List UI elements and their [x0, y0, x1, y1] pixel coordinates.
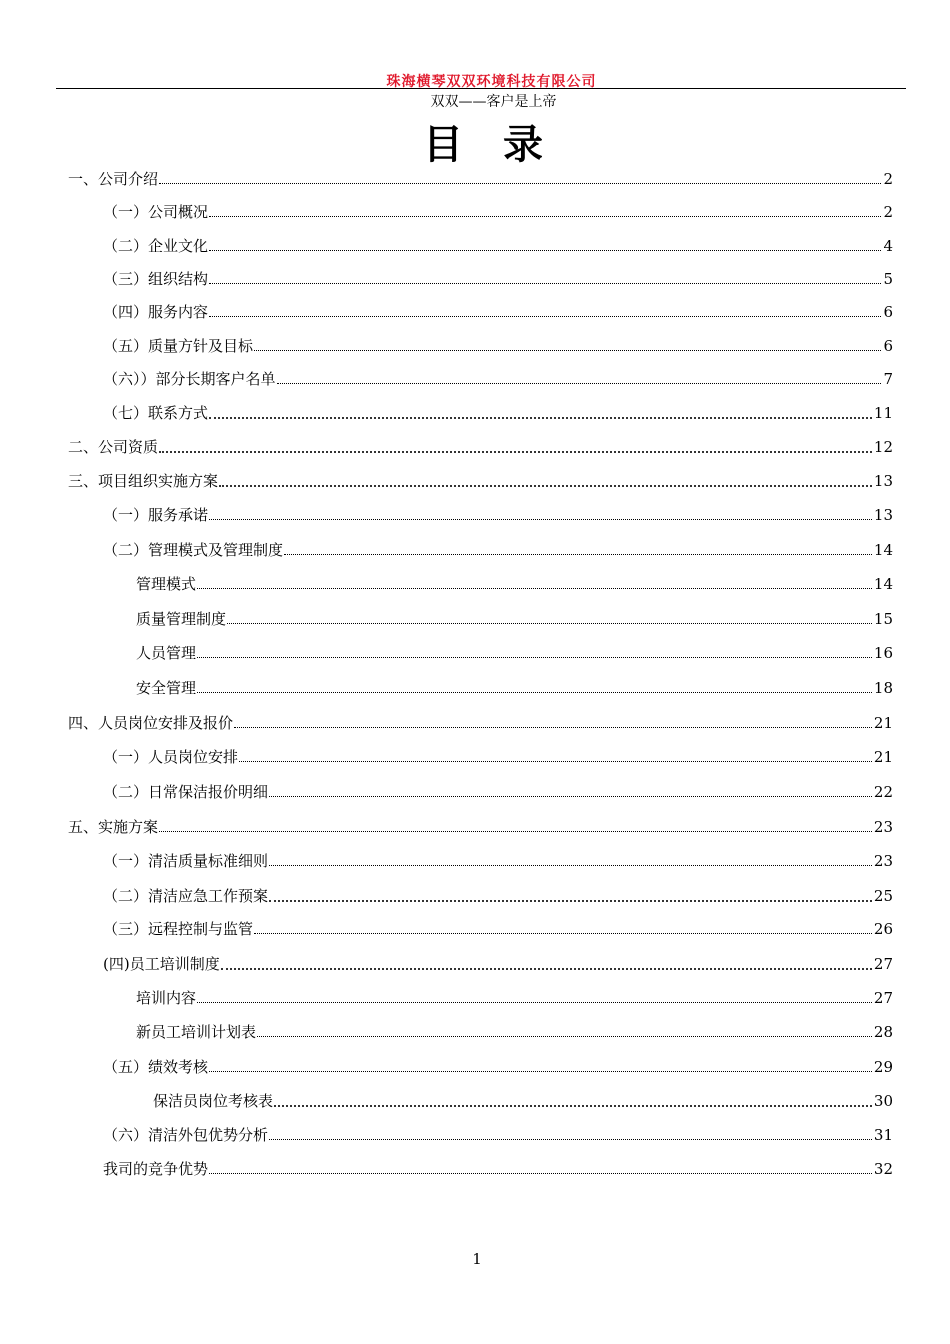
- toc-entry-label: 保洁员岗位考核表: [153, 1092, 274, 1110]
- toc-entry-label: （六））部分长期客户名单: [103, 370, 276, 388]
- toc-entry-page: 28: [873, 1023, 893, 1041]
- toc-entry-page: 31: [873, 1126, 893, 1144]
- toc-entry-label: 四、人员岗位安排及报价: [68, 714, 234, 732]
- toc-entry[interactable]: [103, 1157, 893, 1179]
- toc-entry-page: 5: [883, 270, 893, 288]
- page-number: 1: [472, 1250, 482, 1268]
- toc-entry-page: 6: [883, 303, 893, 321]
- slogan: 双双——客户是上帝: [430, 94, 557, 110]
- toc-entry[interactable]: [68, 711, 893, 733]
- toc-leader: [209, 315, 881, 317]
- toc-entry-page: 14: [873, 541, 893, 559]
- toc-entry-page: 30: [873, 1092, 893, 1110]
- toc-entry-label: （五）绩效考核: [103, 1058, 209, 1076]
- toc-leader: [254, 932, 872, 934]
- toc-entry-page: 21: [873, 748, 893, 766]
- toc-leader: [269, 864, 872, 866]
- toc-entry[interactable]: [103, 917, 893, 939]
- toc-entry-page: 7: [883, 370, 893, 388]
- toc-leader: [269, 1138, 872, 1140]
- toc-leader: [284, 553, 872, 555]
- toc-entry-page: 27: [873, 989, 893, 1007]
- toc-leader: [257, 1035, 872, 1037]
- toc-entry[interactable]: [103, 1055, 893, 1077]
- toc-entry-page: 2: [883, 170, 893, 188]
- toc-entry[interactable]: [136, 572, 893, 594]
- toc-entry[interactable]: [103, 952, 893, 974]
- toc-leader: [197, 587, 872, 589]
- toc-leader: [197, 691, 872, 693]
- toc-entry[interactable]: [153, 1089, 893, 1111]
- toc-entry[interactable]: [103, 200, 893, 222]
- toc-leader: [197, 1001, 872, 1003]
- toc-entry-page: 15: [873, 610, 893, 628]
- toc-entry[interactable]: [136, 607, 893, 629]
- toc-entry[interactable]: [103, 849, 893, 871]
- toc-entry[interactable]: [103, 334, 893, 356]
- toc-entry-label: （二）日常保洁报价明细: [103, 783, 269, 801]
- toc-entry-label: （四）服务内容: [103, 303, 209, 321]
- toc-leader: [209, 282, 881, 284]
- toc-entry-page: 26: [873, 920, 893, 938]
- toc-entry-page: 14: [873, 575, 893, 593]
- toc-entry-label: (四)员工培训制度: [103, 955, 220, 973]
- toc-entry-label: （六）清洁外包优势分析: [103, 1126, 269, 1144]
- toc-entry[interactable]: [103, 401, 893, 423]
- toc-leader: [209, 518, 872, 520]
- toc-entry-label: （一）人员岗位安排: [103, 748, 239, 766]
- toc-leader: [274, 1104, 872, 1107]
- toc-entry[interactable]: [103, 1123, 893, 1145]
- toc-entry[interactable]: [136, 641, 893, 663]
- toc-leader: [159, 450, 872, 453]
- toc-entry-label: 我司的竞争优势: [103, 1160, 209, 1178]
- toc-leader: [239, 760, 872, 762]
- toc-entry[interactable]: [136, 676, 893, 698]
- toc-entry-label: （一）服务承诺: [103, 506, 209, 524]
- toc-title: 目 录: [423, 122, 543, 168]
- toc-leader: [209, 1070, 872, 1072]
- toc-entry-page: 18: [873, 679, 893, 697]
- toc-entry-label: 新员工培训计划表: [136, 1023, 257, 1041]
- toc-entry-label: 质量管理制度: [136, 610, 227, 628]
- toc-entry-page: 13: [873, 472, 893, 490]
- toc-entry[interactable]: [103, 780, 893, 802]
- toc-entry-page: 4: [883, 237, 893, 255]
- toc-entry-label: （二）管理模式及管理制度: [103, 541, 284, 559]
- toc-entry-label: （七）联系方式: [103, 404, 209, 422]
- toc-entry-page: 23: [873, 852, 893, 870]
- toc-leader: [269, 795, 872, 797]
- toc-entry-page: 29: [873, 1058, 893, 1076]
- toc-entry[interactable]: [103, 300, 893, 322]
- toc-entry[interactable]: [68, 435, 893, 457]
- toc-entry-page: 2: [883, 203, 893, 221]
- toc-entry-label: 三、项目组织实施方案: [68, 472, 219, 490]
- toc-leader: [197, 656, 872, 658]
- toc-leader: [209, 215, 881, 217]
- toc-entry[interactable]: [103, 367, 893, 389]
- toc-leader: [209, 416, 872, 419]
- toc-entry-page: 6: [883, 337, 893, 355]
- toc-entry-label: 安全管理: [136, 679, 197, 697]
- toc-leader: [227, 622, 872, 624]
- toc-entry-label: （五）质量方针及目标: [103, 337, 254, 355]
- toc-entry[interactable]: [103, 267, 893, 289]
- toc-entry-label: 二、公司资质: [68, 438, 159, 456]
- toc-entry[interactable]: [68, 815, 893, 837]
- toc-entry[interactable]: [103, 538, 893, 560]
- toc-entry-label: （一）清洁质量标准细则: [103, 852, 269, 870]
- toc-entry-label: 人员管理: [136, 644, 197, 662]
- toc-leader: [254, 349, 881, 351]
- toc-entry-page: 22: [873, 783, 893, 801]
- toc-leader: [269, 899, 872, 902]
- toc-entry-label: 培训内容: [136, 989, 197, 1007]
- toc-entry-label: （二）清洁应急工作预案: [103, 887, 269, 905]
- toc-entry[interactable]: [136, 1020, 893, 1042]
- toc-entry-page: 25: [873, 887, 893, 905]
- toc-entry-page: 27: [873, 955, 893, 973]
- toc-entry[interactable]: [68, 469, 893, 491]
- toc-entry-page: 12: [873, 438, 893, 456]
- toc-entry-label: （三）远程控制与监管: [103, 920, 254, 938]
- toc-leader: [277, 382, 882, 384]
- toc-entry-label: （一）公司概况: [103, 203, 209, 221]
- toc-entry-label: （三）组织结构: [103, 270, 209, 288]
- toc-entry-page: 11: [873, 404, 893, 422]
- toc-entry-page: 13: [873, 506, 893, 524]
- toc-entry-label: 管理模式: [136, 575, 197, 593]
- toc-leader: [209, 249, 881, 251]
- toc-entry-page: 32: [873, 1160, 893, 1178]
- toc-leader: [159, 830, 872, 832]
- toc-entry[interactable]: [103, 234, 893, 256]
- toc-leader: [221, 967, 872, 970]
- toc-entry-label: （二）企业文化: [103, 237, 209, 255]
- toc-entry[interactable]: [103, 503, 893, 525]
- toc-entry-page: 23: [873, 818, 893, 836]
- toc-entry[interactable]: [103, 745, 893, 767]
- toc-entry[interactable]: [68, 167, 893, 189]
- toc-entry[interactable]: [136, 986, 893, 1008]
- toc-entry-page: 21: [873, 714, 893, 732]
- toc-entry-page: 16: [873, 644, 893, 662]
- toc-leader: [219, 484, 872, 487]
- toc-leader: [159, 182, 881, 184]
- toc-entry-label: 一、公司介绍: [68, 170, 159, 188]
- toc-leader: [209, 1172, 872, 1174]
- toc-leader: [234, 726, 872, 728]
- toc-entry-label: 五、实施方案: [68, 818, 159, 836]
- toc-entry[interactable]: [103, 884, 893, 906]
- company-name: 珠海横琴双双环境科技有限公司: [386, 74, 597, 90]
